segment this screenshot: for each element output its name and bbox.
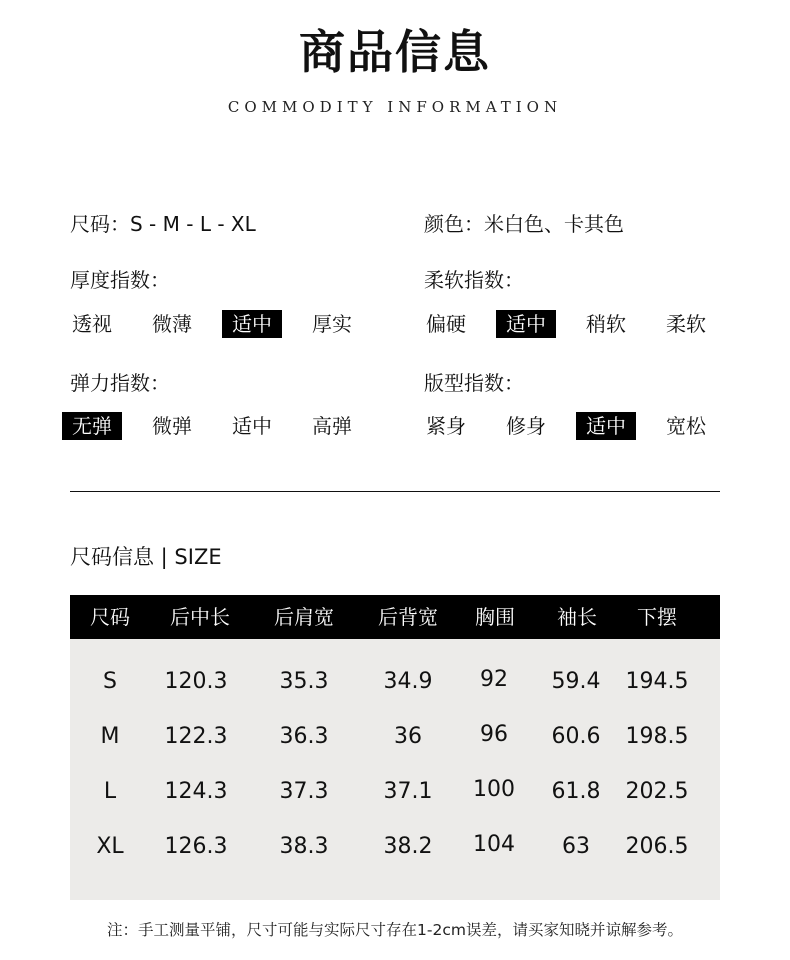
thickness-option: 微薄 [152, 312, 192, 336]
table-cell: 202.5 [625, 779, 689, 804]
table-cell: M [100, 724, 120, 749]
elasticity-index-options [62, 412, 362, 440]
table-cell: 36 [394, 724, 422, 749]
table-cell: 96 [480, 722, 508, 747]
table-cell: 37.3 [279, 779, 329, 804]
table-cell: S [103, 669, 117, 694]
page-subtitle: COMMODITY INFORMATION [227, 98, 563, 116]
table-cell: 198.5 [625, 724, 689, 749]
table-cell: 100 [473, 777, 515, 802]
page-title: 商品信息 [299, 25, 491, 79]
table-cell: 38.3 [279, 834, 329, 859]
fit-option: 修身 [506, 414, 546, 438]
header-cell: 尺码 [90, 605, 130, 629]
softness-option: 柔软 [666, 312, 706, 336]
table-cell: 59.4 [551, 669, 601, 694]
header-cell: 袖长 [557, 605, 597, 629]
header-cell: 胸围 [475, 605, 515, 629]
thickness-index-label: 厚度指数： [70, 268, 170, 292]
softness-option: 稍软 [586, 312, 626, 336]
table-cell: XL [96, 834, 124, 859]
fit-option: 宽松 [666, 414, 706, 438]
thickness-index-options [62, 310, 362, 338]
table-cell: 122.3 [164, 724, 228, 749]
fit-index-label: 版型指数： [424, 371, 524, 395]
header-cell: 后背宽 [378, 605, 438, 629]
header-cell: 下摆 [637, 605, 677, 629]
size-table-header [70, 595, 720, 639]
size-table [70, 595, 720, 900]
thickness-option: 适中 [222, 310, 282, 338]
table-cell: 104 [473, 832, 515, 857]
table-cell: 126.3 [164, 834, 228, 859]
thickness-option: 透视 [72, 312, 112, 336]
header-cell: 后肩宽 [274, 605, 334, 629]
table-row [70, 668, 720, 696]
header-cell: 后中长 [170, 605, 230, 629]
table-row [70, 833, 720, 861]
table-cell: 63 [562, 834, 590, 859]
fit-option: 紧身 [426, 414, 466, 438]
measurement-note: 注：手工测量平铺，尺寸可能与实际尺寸存在1-2cm误差，请买家知晓并谅解参考。 [107, 921, 683, 939]
elasticity-option: 高弹 [312, 414, 352, 438]
table-cell: 60.6 [551, 724, 601, 749]
thickness-option: 厚实 [312, 312, 352, 336]
table-cell: 92 [480, 667, 508, 692]
table-row [70, 723, 720, 751]
elasticity-option: 无弹 [62, 412, 122, 440]
size-attribute: 尺码：S - M - L - XL [70, 212, 256, 236]
softness-index-label: 柔软指数： [424, 268, 524, 292]
softness-option: 偏硬 [426, 312, 466, 336]
elasticity-option: 适中 [232, 414, 272, 438]
table-cell: 37.1 [383, 779, 433, 804]
table-cell: 38.2 [383, 834, 433, 859]
section-divider [70, 491, 720, 492]
softness-option: 适中 [496, 310, 556, 338]
softness-index-options [416, 310, 716, 338]
table-cell: L [103, 779, 117, 804]
table-cell: 194.5 [625, 669, 689, 694]
fit-option: 适中 [576, 412, 636, 440]
fit-index-options [416, 412, 716, 440]
table-row [70, 778, 720, 806]
table-cell: 36.3 [279, 724, 329, 749]
elasticity-option: 微弹 [152, 414, 192, 438]
table-cell: 34.9 [383, 669, 433, 694]
table-cell: 124.3 [164, 779, 228, 804]
color-attribute: 颜色：米白色、卡其色 [424, 212, 624, 236]
table-cell: 35.3 [279, 669, 329, 694]
table-cell: 61.8 [551, 779, 601, 804]
size-info-title: 尺码信息 | SIZE [70, 545, 222, 569]
elasticity-index-label: 弹力指数： [70, 371, 170, 395]
table-cell: 206.5 [625, 834, 689, 859]
table-cell: 120.3 [164, 669, 228, 694]
